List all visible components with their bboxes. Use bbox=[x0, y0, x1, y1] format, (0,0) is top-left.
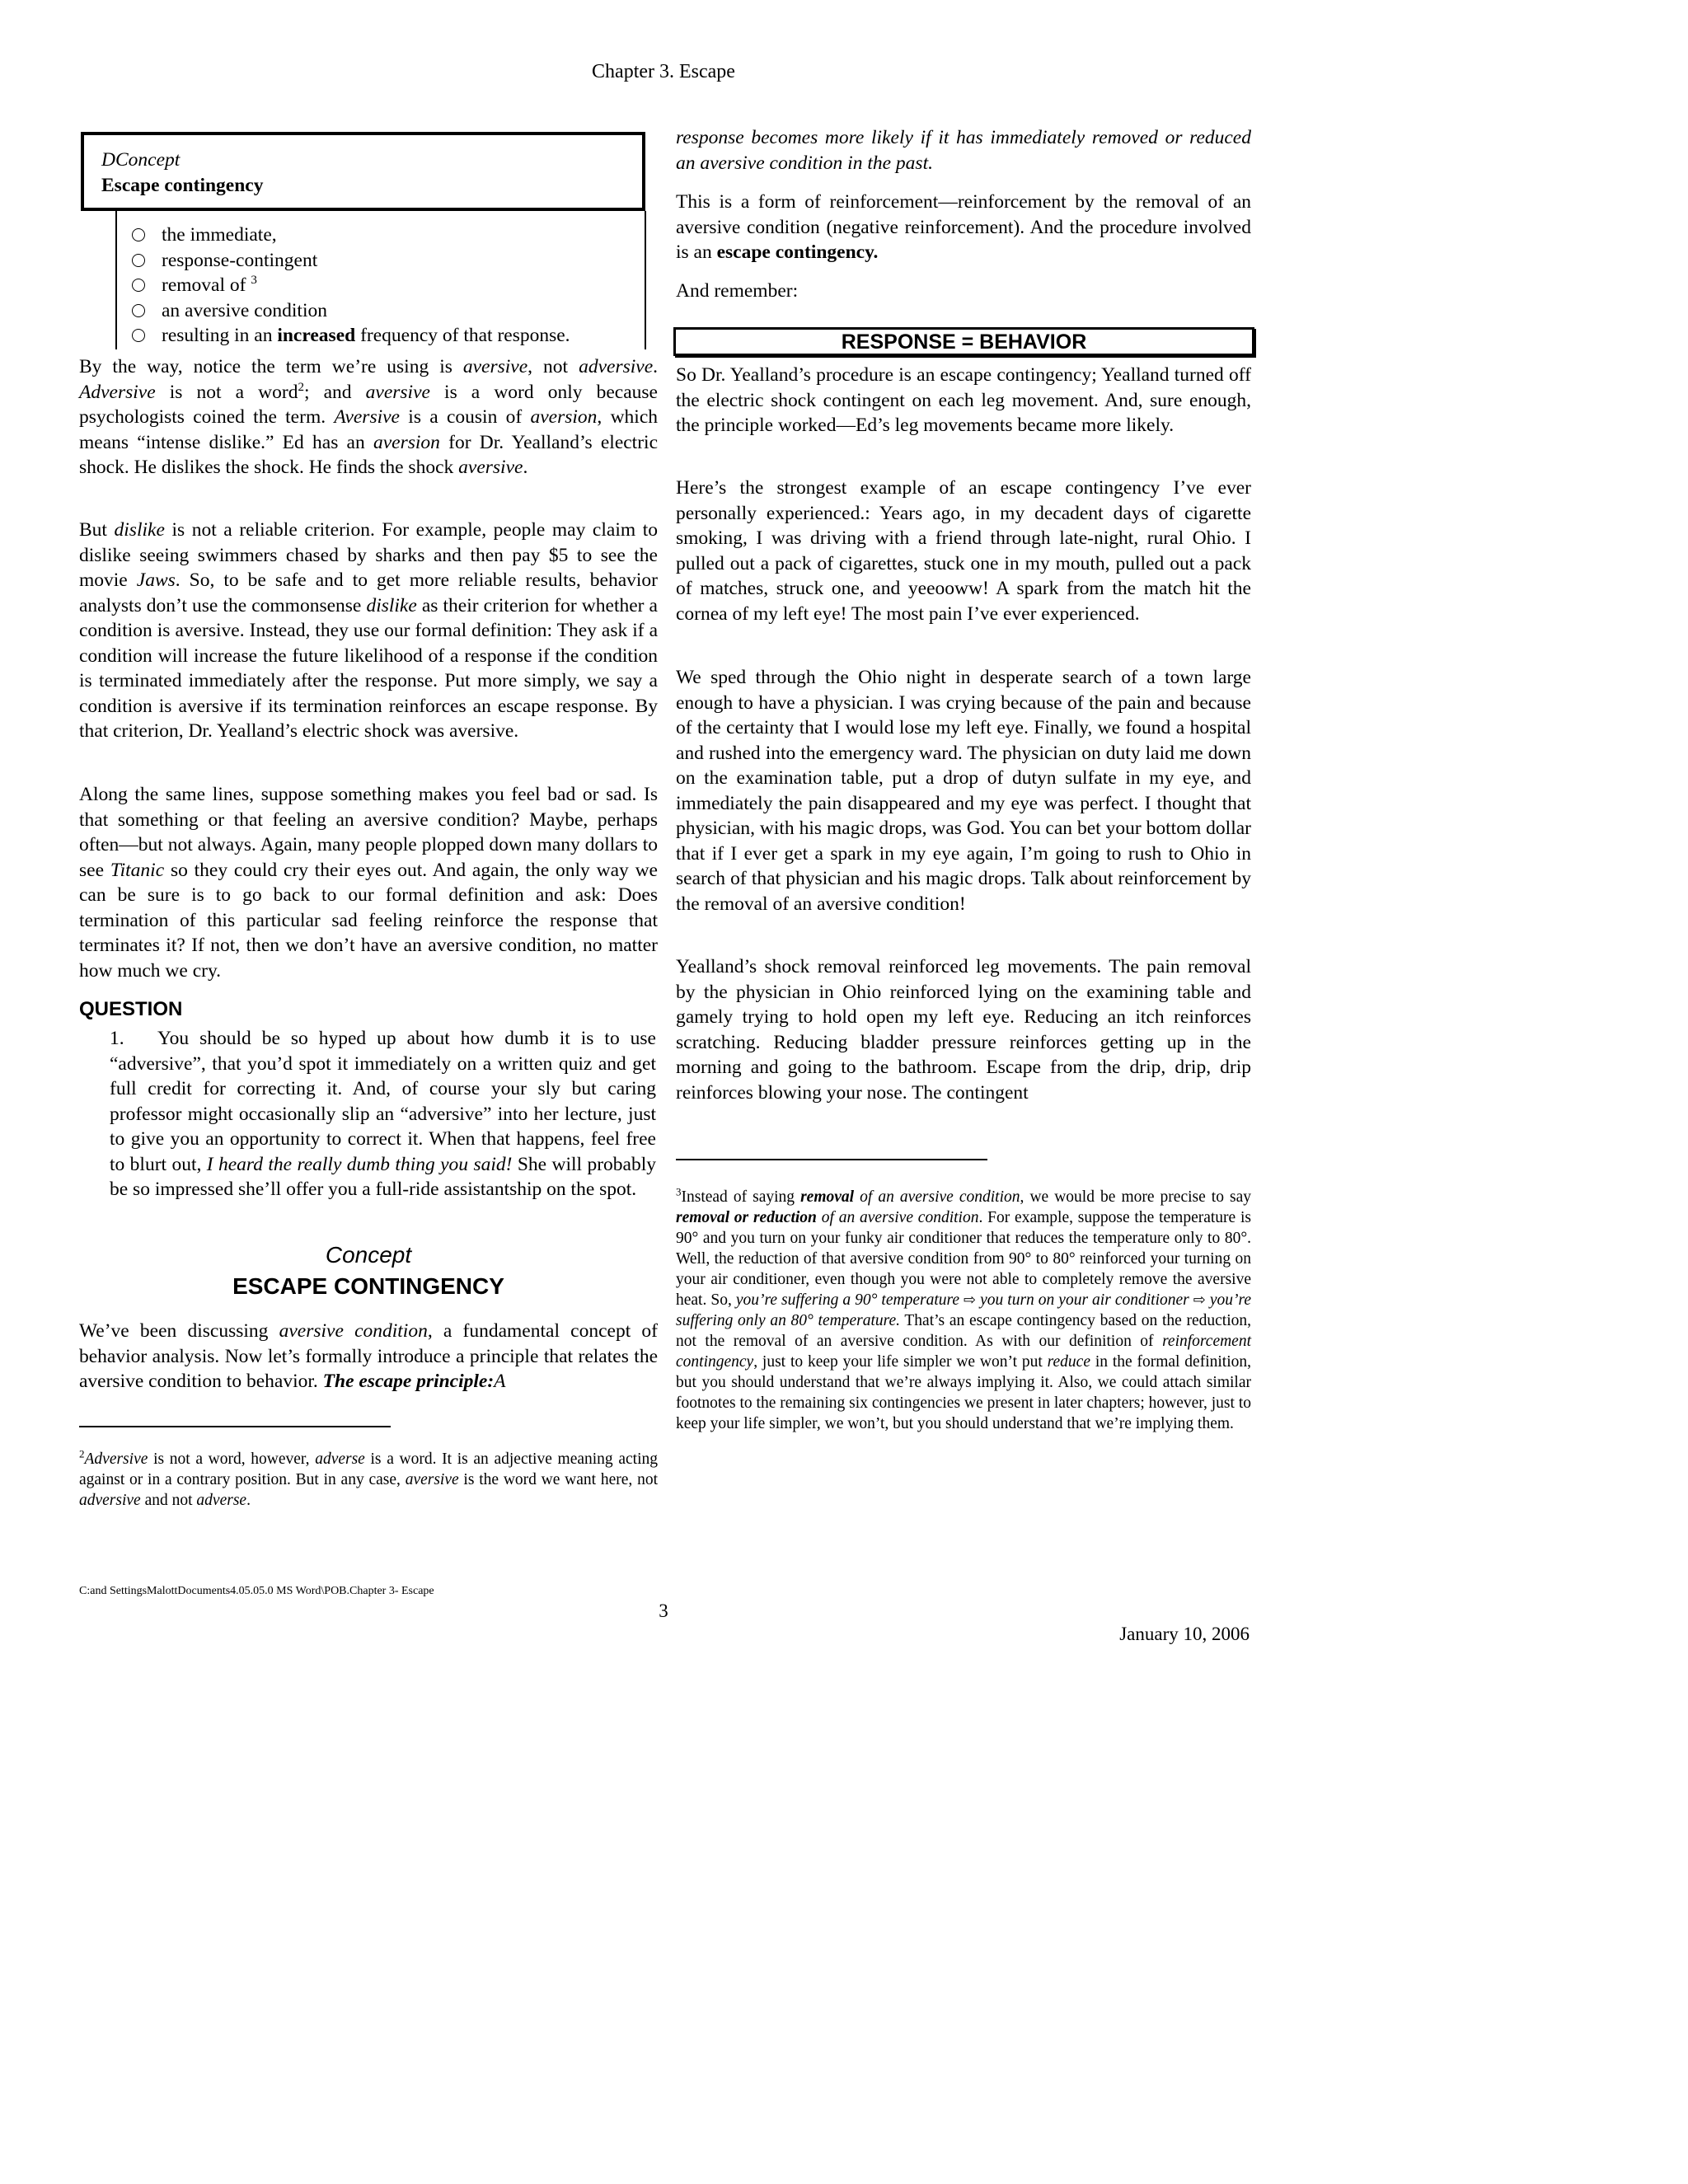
concept-title: ESCAPE CONTINGENCY bbox=[232, 1273, 504, 1299]
paragraph-dislike: But dislike is not a reliable criterion. For example, people may claim to dislike seeing swimmers chased by sharks and then pay $5 to see the movie Jaws. So, to be safe and to get more reliable results, behavior analysts don’t use the commonsense dislike as their criterion for whether a condition is aversive. Instead, they use our formal definition: They ask if a condition will increase the future likelihood of a response if the condition is terminated immediately after the response. Put more simply, we say a condition is aversive if its termination reinforces an escape response. By that criterion, Dr. Yealland’s electric shock was aversive. bbox=[79, 519, 658, 742]
footer-file-path: C:and SettingsMalottDocuments4.05.05.0 MS Word\POB.Chapter 3- Escape bbox=[79, 1585, 434, 1597]
circle-bullet-icon bbox=[132, 329, 145, 342]
footnote-ref-2[interactable]: 2 bbox=[298, 380, 304, 394]
footnote-separator bbox=[676, 1159, 987, 1160]
response-behavior-box: RESPONSE = BEHAVIOR bbox=[673, 327, 1254, 356]
paragraph-ohio-night: We sped through the Ohio night in desperate search of a town large enough to have a physician. I was crying because of the pain and because of the certainty that I would lose my left eye. Finally, we found a hospital and rushed into the emergency ward. The physician on duty laid me down on the examination table, put a drop of dutyn sulfate in my eye, and immediately the pain disappeared and my eye was perfect. I thought that physician, with his magic drops, was God. You can bet your bottom dollar that if I ever get a spark in my eye again, I’m going to rush to Ohio in search of that physician and his magic drops. Talk about reinforcement by the removal of an aversive condition! bbox=[676, 667, 1251, 915]
paragraph-escape-principle: We’ve been discussing aversive condition, a fundamental concept of behavior analysis. Now let’s formally introduce a principle that relates the aversive condition to behavior. The escape principle:A bbox=[79, 1320, 658, 1392]
paragraph-principle-continued: response becomes more likely if it has immediately removed or reduced an aversive condition in the past. bbox=[676, 127, 1251, 174]
running-head: Chapter 3. Escape bbox=[592, 61, 735, 82]
footnote-separator bbox=[79, 1426, 391, 1427]
definition-list bbox=[117, 211, 645, 349]
circle-bullet-icon bbox=[132, 279, 145, 292]
definition-box bbox=[81, 132, 645, 211]
paragraph-negative-reinforcement: This is a form of reinforcement—reinforcement by the removal of an aversive condition (negative reinforcement). And the procedure involved is an escape contingency. bbox=[676, 191, 1251, 263]
paragraph-spark-story: Here’s the strongest example of an escape contingency I’ve ever personally experienced.: Years ago, in my decadent days of cigarette smoking, I was driving with a friend through late-night, rural Ohio. I pulled out a pack of cigarettes, stuck one in my mouth, pulled out a pack of matches, struck one, and yeeooww! A spark from the match hit the cornea of my left eye! The most pain I’ve ever experienced. bbox=[676, 477, 1251, 625]
definition-term: Escape contingency bbox=[101, 174, 264, 196]
question-text: You should be so hyped up about how dumb it is to use “adversive”, that you’d spot it immediately on a written quiz and get full credit for correcting it. And, of course your sly but caring professor might occasionally slip an “adversive” into her lecture, just to give you an opportunity to correct it. When that happens, feel free to blurt out, I heard the really dumb thing you said! She will probably be so impressed she’ll offer you a full-ride assistantship on the spot. bbox=[110, 1028, 656, 1200]
concept-kicker: Concept bbox=[325, 1242, 412, 1268]
definition-item: response-contingent bbox=[132, 248, 645, 274]
definition-item: the immediate, bbox=[132, 223, 645, 248]
definition-item: removal of $^3$ bbox=[132, 273, 645, 298]
paragraph-shock-removal: Yealland’s shock removal reinforced leg movements. The pain removal by the physician in Ohio reinforced lying on the examining table and gamely trying to hold open my left eye. Reducing an itch reinforces scratching. Reducing bladder pressure reinforces getting up in the morning and going to the bathroom. Escape from the drip, drip, drip reinforces blowing your nose. The contingent bbox=[676, 956, 1251, 1104]
right-arrow-icon: ⇨ bbox=[964, 1291, 977, 1309]
question-heading: QUESTION bbox=[79, 998, 183, 1020]
right-arrow-icon: ⇨ bbox=[1193, 1291, 1206, 1309]
footer-date: January 10, 2006 bbox=[1119, 1624, 1250, 1644]
definition-list-box bbox=[115, 211, 646, 349]
definition-kicker: DConcept bbox=[101, 149, 181, 171]
circle-bullet-icon bbox=[132, 254, 145, 267]
paragraph-remember: And remember: bbox=[676, 280, 799, 302]
question-item bbox=[110, 1026, 656, 1202]
footnote-3: $^3$Instead of saying removal of an aversive condition, we would be more precise to say removal or reduction of an aversive condition. For example, suppose the temperature is 90° and you turn on your funky air conditioner that reduces the temperature only to 80°. Well, the reduction of that aversive condition from 90° to 80° reinforced your turning on your air conditioner, even though you were not able to completely remove the aversive heat. So, you’re suffering a 90° temperature ⇨ you turn on your air conditioner ⇨ you’re suffering only an 80° temperature. That’s an escape contingency based on the reduction, not the removal of an aversive condition. As with our definition of reinforcement contingency, just to keep your life simpler we won’t put reduce in the formal definition, but you should understand that we’re always implying it. Also, we could attach similar footnotes to the remaining six contingencies we present in later chapters; however, just to keep your life simpler, we won’t, but you should understand that we’re implying them. bbox=[676, 1185, 1252, 1432]
circle-bullet-icon bbox=[132, 228, 145, 241]
paragraph-yealland-procedure: So Dr. Yealland’s procedure is an escape contingency; Yealland turned off the electric shock contingent on each leg movement. And, sure enough, the principle worked—Ed’s leg movements became more likely. bbox=[676, 364, 1251, 436]
paragraph-sad-feeling: Along the same lines, suppose something makes you feel bad or sad. Is that something or that feeling an aversive condition? Maybe, perhaps often—but not always. Again, many people plopped down many dollars to see Titanic so they could cry their eyes out. And again, the only way we can be sure is to go back to our formal definition and ask: Does termination of this particular sad feeling reinforce the response that terminates it? If not, then we don’t have an aversive condition, no matter how much we cry. bbox=[79, 784, 658, 982]
paragraph-aversive-term: By the way, notice the term we’re using is aversive, not adversive. Adversive is not a word$^2$; and aversive is a word only because psychologists coined the term. Aversive is a cousin of aversion, which means “intense dislike.” Ed has an aversion for Dr. Yealland’s electric shock. He dislikes the shock. He finds the shock aversive. bbox=[79, 356, 658, 478]
definition-item: resulting in an increased frequency of that response. bbox=[132, 323, 645, 349]
page-number: 3 bbox=[659, 1601, 668, 1621]
footnote-ref-3[interactable]: 3 bbox=[251, 274, 257, 288]
footnote-2: $^2$Adversive is not a word, however, adverse is a word. It is an adjective meaning acting against or in a contrary position. But in any case, aversive is the word we want here, not adversive and not adverse. bbox=[79, 1447, 658, 1509]
definition-item: an aversive condition bbox=[132, 298, 645, 324]
circle-bullet-icon bbox=[132, 304, 145, 317]
question-number: 1. bbox=[110, 1028, 124, 1049]
